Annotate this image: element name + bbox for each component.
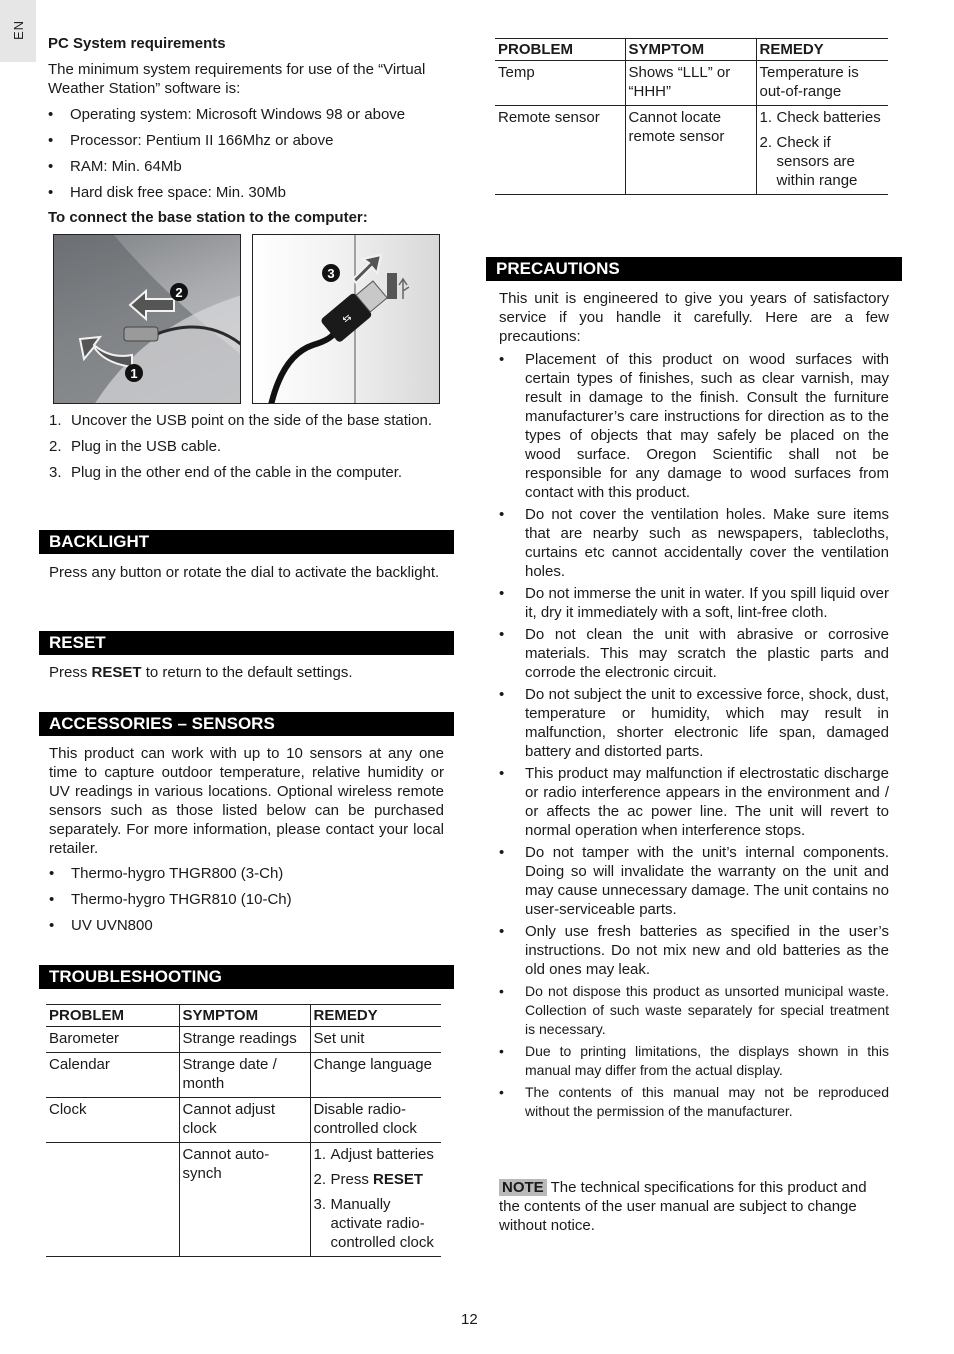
- page-number: 12: [461, 1311, 478, 1328]
- backlight-text: Press any button or rotate the dial to activate the backlight.: [49, 564, 440, 581]
- list-item: • Do not tamper with the unit’s internal components. Doing so will invalidate the warranty on the unit and may cause unnecessary damage. The unit contains no user-serviceable parts.: [499, 843, 889, 919]
- table-row: Cannot auto-synch 1. Adjust batteries 2. Press RESET 3. Manually activate radio-controlled clock: [46, 1143, 441, 1257]
- list-item: 2. Check if sensors are within range: [759, 134, 858, 189]
- accessories-text: This product can work with up to 10 sensors at any one time to capture outdoor temperature, relative humidity or UV readings in various locations. Optional wireless remote sensors such as those listed below can be purchased separately. For more information, please contact your local retailer.: [49, 745, 444, 857]
- remedy-list: [314, 1145, 439, 1252]
- table-row: Remote sensor Cannot locate remote sensor 1. Check batteries 2. Check if sensors are within range: [495, 106, 888, 195]
- usb-port-icon: [387, 273, 397, 299]
- list-item: • Do not clean the unit with abrasive or corrosive materials. This may scratch the plastic parts and corrode the electronic circuit.: [499, 625, 889, 682]
- troubleshooting-table: [46, 1004, 441, 1257]
- column-header: PROBLEM: [46, 1005, 179, 1027]
- connect-title: To connect the base station to the computer:: [48, 209, 368, 226]
- remedy-list: [760, 108, 886, 190]
- svg-text:⇆: ⇆: [340, 311, 355, 326]
- precautions-list: [499, 350, 889, 1121]
- language-tab: [0, 0, 36, 62]
- list-item: • Operating system: Microsoft Windows 98 or above: [48, 105, 454, 124]
- backlight-header: BACKLIGHT: [39, 530, 454, 554]
- usb-cable-photo: [252, 234, 440, 404]
- marker-1: 1: [130, 366, 138, 381]
- step-item: 2. Plug in the USB cable.: [49, 438, 222, 455]
- list-item: • Hard disk free space: Min. 30Mb: [48, 183, 454, 202]
- list-item: 1. Adjust batteries: [313, 1146, 434, 1163]
- list-item: • This product may malfunction if electrostatic discharge or radio interference appears in the environment and / or affects the ac power line. The unit will revert to normal operation when interference stops.: [499, 764, 889, 840]
- connect-steps: [49, 411, 449, 482]
- table-row: Clock Cannot adjust clock Disable radio-controlled clock: [46, 1098, 441, 1143]
- table-row: Temp Shows “LLL” or “HHH” Temperature is out-of-range: [495, 61, 888, 106]
- list-item: • Thermo-hygro THGR810 (10-Ch): [49, 890, 444, 909]
- base-station-usb-photo: [53, 234, 241, 404]
- list-item: • Processor: Pentium II 166Mhz or above: [48, 131, 454, 150]
- usb-cable-illustration: [253, 235, 440, 404]
- list-item: • Placement of this product on wood surfaces with certain types of finishes, such as clear varnish, may result in damage to the finish. Consult the furniture manufacturer’s care instructions for direction as to the types of objects that may safely be placed on the wood surface. Oregon Scientific shall not be responsible for any damage to wood surfaces from contact with this product.: [499, 350, 889, 502]
- list-item: • The contents of this manual may not be reproduced without the permission of the manufacturer.: [499, 1083, 889, 1121]
- note-paragraph: [499, 1178, 889, 1235]
- list-item: 1. Check batteries: [759, 109, 881, 126]
- pc-requirements-list: [48, 105, 454, 202]
- usb-symbol-icon: [399, 279, 409, 299]
- step-item: 3. Plug in the other end of the cable in the computer.: [49, 464, 403, 481]
- list-item: • Only use fresh batteries as specified in the user’s instructions. Do not mix new and old batteries as the old ones may leak.: [499, 922, 889, 979]
- column-header: REMEDY: [756, 39, 888, 61]
- table-header-row: [495, 39, 888, 61]
- marker-3: 3: [327, 266, 335, 281]
- list-item: • Do not immerse the unit in water. If you spill liquid over it, dry it immediately with a soft, lint-free cloth.: [499, 584, 889, 622]
- list-item: • Do not dispose this product as unsorted municipal waste. Collection of such waste separately for special treatment is necessary.: [499, 982, 889, 1039]
- precautions-intro: This unit is engineered to give you years of satisfactory service if you handle it carefully. Here are a few precautions:: [499, 290, 889, 345]
- list-item: 2. Press RESET: [313, 1171, 424, 1188]
- column-header: REMEDY: [310, 1005, 441, 1027]
- list-item: • Do not cover the ventilation holes. Make sure items that are nearby such as newspapers, tablecloths, curtains etc cannot accidentally cover the ventilation holes.: [499, 505, 889, 581]
- pc-requirements-title: PC System requirements: [48, 35, 226, 52]
- column-header: SYMPTOM: [625, 39, 756, 61]
- list-item: • UV UVN800: [49, 916, 444, 935]
- accessories-header: ACCESSORIES – SENSORS: [39, 712, 454, 736]
- note-text: The technical specifications for this product and the contents of the user manual are subject to change without notice.: [499, 1179, 867, 1234]
- base-station-illustration: [54, 235, 241, 404]
- list-item: • Due to printing limitations, the displays shown in this manual may differ from the actual display.: [499, 1042, 889, 1080]
- note-label: NOTE: [499, 1179, 547, 1196]
- list-item: 3. Manually activate radio-controlled clock: [313, 1196, 434, 1251]
- step-item: 1. Uncover the USB point on the side of the base station.: [49, 412, 433, 429]
- table-header-row: [46, 1005, 441, 1027]
- column-header: PROBLEM: [495, 39, 625, 61]
- language-label: EN: [11, 19, 26, 40]
- reset-header: RESET: [39, 631, 454, 655]
- pc-requirements-intro: The minimum system requirements for use of the “Virtual Weather Station” software is:: [48, 61, 426, 97]
- troubleshooting-header: TROUBLESHOOTING: [39, 965, 454, 989]
- troubleshooting-table-continued: [495, 38, 888, 195]
- reset-text: Press RESET to return to the default settings.: [49, 664, 353, 681]
- accessories-list: [49, 864, 444, 935]
- list-item: • Do not subject the unit to excessive force, shock, dust, temperature or humidity, which may result in malfunction, shorter electronic life span, damaged battery and distorted parts.: [499, 685, 889, 761]
- table-row: Calendar Strange date / month Change language: [46, 1053, 441, 1098]
- table-row: Barometer Strange readings Set unit: [46, 1027, 441, 1053]
- column-header: SYMPTOM: [179, 1005, 310, 1027]
- list-item: • RAM: Min. 64Mb: [48, 157, 454, 176]
- list-item: • Thermo-hygro THGR800 (3-Ch): [49, 864, 444, 883]
- pc-requirements-section: [48, 34, 454, 227]
- precautions-header: PRECAUTIONS: [486, 257, 902, 281]
- marker-2: 2: [175, 285, 183, 300]
- precautions-body: [499, 289, 889, 1121]
